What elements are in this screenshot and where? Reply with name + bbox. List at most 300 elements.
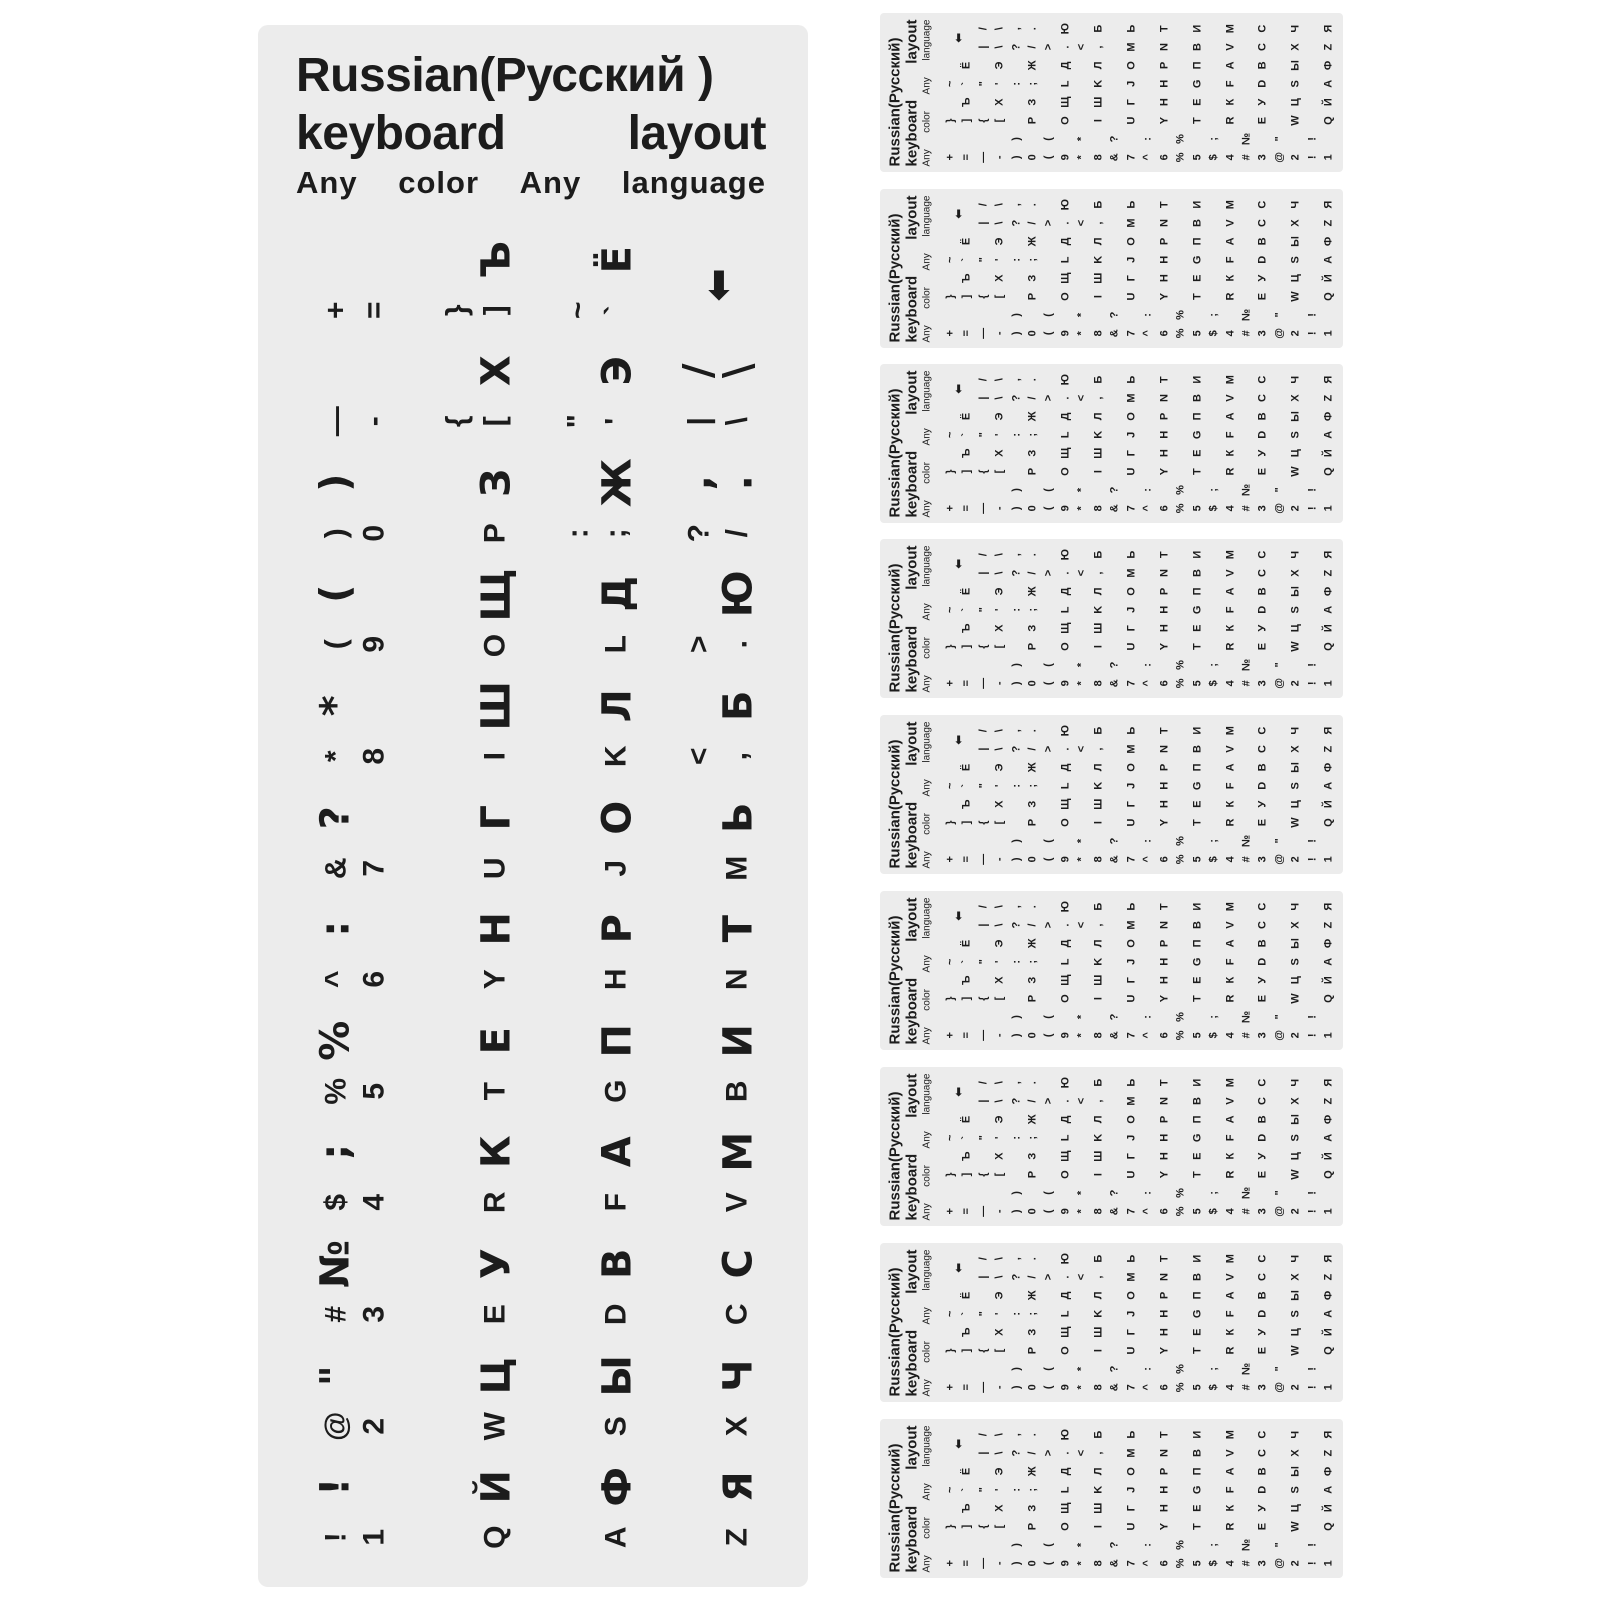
key-cyrillic-shift-symbol bbox=[1205, 1286, 1221, 1304]
key-cyrillic-shift-symbol bbox=[1238, 93, 1254, 111]
key-sticker-equals bbox=[300, 234, 409, 335]
key-cyrillic-shift-symbol bbox=[1172, 545, 1188, 563]
key-cyrillic-letter bbox=[1024, 655, 1040, 673]
key-cyrillic-letter: М bbox=[1223, 374, 1236, 384]
key-cyrillic-shift-symbol bbox=[1074, 1323, 1090, 1341]
key-shift-symbol bbox=[1074, 1165, 1090, 1183]
small-sheet-header bbox=[886, 897, 933, 1044]
key-cyrillic-letter: Т bbox=[1157, 200, 1170, 208]
key-shift-symbol: @ bbox=[1272, 1557, 1285, 1569]
key-cyrillic-shift-symbol bbox=[1140, 1147, 1156, 1165]
key-shift-symbol: ! bbox=[318, 1532, 352, 1543]
key-sticker-k bbox=[542, 680, 651, 781]
key-cyrillic-shift-symbol: / bbox=[976, 904, 989, 908]
key-latin-symbol: K bbox=[1091, 781, 1104, 790]
key-latin-symbol: , bbox=[1091, 923, 1104, 927]
small-key-sticker-7 bbox=[1107, 1183, 1140, 1220]
key-latin-symbol: B bbox=[1190, 218, 1203, 227]
small-header-text: Any bbox=[921, 1306, 932, 1324]
small-key-sticker-r bbox=[1205, 795, 1238, 832]
key-cyrillic-letter bbox=[1156, 1007, 1172, 1025]
key-shift-symbol: ~ bbox=[943, 256, 956, 263]
key-cyrillic-shift-symbol: " bbox=[1272, 1013, 1285, 1020]
key-cyrillic-shift-symbol: ; bbox=[1207, 312, 1220, 317]
key-cyrillic-shift-symbol bbox=[975, 1110, 991, 1128]
key-cyrillic-shift-symbol bbox=[1041, 444, 1057, 462]
key-latin-symbol: / bbox=[1026, 221, 1039, 225]
key-shift-symbol: — bbox=[976, 1381, 989, 1393]
small-key-sticker-q bbox=[1304, 795, 1337, 832]
key-cyrillic-letter: Ю bbox=[1058, 373, 1071, 385]
small-header-text: Any bbox=[921, 1026, 932, 1044]
small-key-sticker-minus bbox=[975, 655, 1008, 692]
key-cyrillic-letter bbox=[958, 129, 974, 147]
key-shift-symbol bbox=[421, 954, 476, 1005]
key-shift-symbol bbox=[1140, 1517, 1156, 1535]
key-shift-symbol bbox=[1172, 813, 1188, 831]
key-cyrillic-shift-symbol bbox=[1041, 232, 1057, 250]
key-shift-symbol: ( bbox=[1042, 330, 1055, 335]
small-key-sticker-backslash bbox=[975, 545, 1008, 582]
key-cyrillic-letter: Ц bbox=[1289, 975, 1302, 984]
key-cyrillic-letter bbox=[355, 1238, 410, 1289]
key-shift-symbol: : bbox=[1009, 959, 1022, 964]
key-shift-symbol bbox=[1304, 1091, 1320, 1109]
key-cyrillic-shift-symbol bbox=[1041, 1147, 1057, 1165]
backspace-arrow-icon: ⬅ bbox=[695, 267, 740, 302]
key-shift-symbol bbox=[1140, 388, 1156, 406]
small-key-sticker-n bbox=[1140, 195, 1173, 232]
key-latin-symbol: 1 bbox=[1322, 679, 1335, 686]
small-key-sticker-o bbox=[1041, 795, 1074, 832]
key-shift-symbol: ? bbox=[1009, 1097, 1022, 1104]
key-sticker-1 bbox=[300, 1462, 409, 1563]
key-sticker-8 bbox=[300, 680, 409, 781]
key-latin-symbol: ` bbox=[960, 783, 973, 788]
key-cyrillic-shift-symbol bbox=[1041, 269, 1057, 287]
key-cyrillic-shift-symbol: * bbox=[1075, 1014, 1088, 1019]
small-key-sticker-period bbox=[1041, 897, 1074, 934]
key-latin-symbol: 1 bbox=[1322, 153, 1335, 160]
key-shift-symbol: + bbox=[943, 504, 956, 512]
key-shift-symbol: — bbox=[976, 1205, 989, 1217]
key-latin-symbol: = bbox=[960, 504, 973, 512]
key-shift-symbol: + bbox=[943, 1031, 956, 1039]
key-cyrillic-shift-symbol: : bbox=[1141, 662, 1154, 667]
small-key-sticker-6 bbox=[1140, 1183, 1173, 1220]
small-key-sticker-2 bbox=[1271, 1183, 1304, 1220]
key-shift-symbol bbox=[542, 731, 597, 782]
key-shift-symbol bbox=[1041, 1304, 1057, 1322]
key-latin-symbol: 7 bbox=[1124, 1207, 1137, 1214]
key-latin-symbol: \ bbox=[993, 1451, 1006, 1455]
key-latin-symbol: 5 bbox=[1190, 855, 1203, 862]
key-cyrillic-letter: Д bbox=[1058, 412, 1071, 420]
key-shift-symbol bbox=[1205, 1267, 1221, 1285]
key-cyrillic-letter: Щ bbox=[1058, 96, 1071, 108]
key-shift-symbol bbox=[1140, 1304, 1156, 1322]
small-key-sticker-l bbox=[1041, 582, 1074, 619]
small-key-sticker-p bbox=[1008, 444, 1041, 481]
key-shift-symbol: } bbox=[943, 995, 956, 1001]
small-key-sticker-x bbox=[1271, 19, 1304, 56]
key-shift-symbol: | bbox=[681, 417, 715, 426]
key-shift-symbol bbox=[1304, 1341, 1320, 1359]
key-shift-symbol: " bbox=[976, 1310, 989, 1316]
key-shift-symbol bbox=[1140, 213, 1156, 231]
small-header-line bbox=[920, 19, 933, 166]
key-latin-symbol: \ bbox=[719, 417, 753, 426]
small-key-sticker-backtick bbox=[942, 1110, 975, 1147]
small-key-sticker-w bbox=[1271, 93, 1304, 130]
small-header-text: Any bbox=[921, 76, 932, 94]
key-latin-symbol: Q bbox=[1322, 466, 1335, 476]
small-header-text: language bbox=[921, 545, 932, 587]
key-shift-symbol bbox=[1074, 1341, 1090, 1359]
key-latin-symbol: K bbox=[1091, 1485, 1104, 1494]
key-shift-symbol bbox=[1304, 462, 1320, 480]
small-key-sticker-0 bbox=[1008, 1359, 1041, 1396]
small-header-text: Any bbox=[921, 1202, 932, 1220]
small-key-sticker-u bbox=[1107, 269, 1140, 306]
key-latin-symbol: G bbox=[1190, 1133, 1203, 1142]
key-latin-symbol: T bbox=[1190, 467, 1203, 475]
small-sticker-sheet bbox=[880, 1067, 1343, 1226]
sheet-header bbox=[296, 47, 766, 203]
backspace-arrow-icon: ⬅ bbox=[951, 32, 966, 43]
key-shift-symbol bbox=[1271, 462, 1287, 480]
key-latin-symbol: A bbox=[1322, 255, 1335, 264]
small-key-grid bbox=[942, 1073, 1337, 1220]
key-shift-symbol bbox=[1238, 111, 1254, 129]
key-latin-symbol: Z bbox=[1322, 745, 1335, 752]
key-latin-symbol: 0 bbox=[356, 524, 390, 542]
small-key-sticker-j bbox=[1107, 758, 1140, 795]
key-latin-symbol: P bbox=[1026, 994, 1039, 1002]
key-latin-symbol: 2 bbox=[1289, 153, 1302, 160]
key-cyrillic-letter: Э bbox=[993, 1291, 1006, 1299]
small-key-sticker-t bbox=[1172, 1499, 1205, 1536]
key-cyrillic-shift-symbol: ! bbox=[1305, 838, 1318, 843]
key-cyrillic-shift-symbol bbox=[1172, 407, 1188, 425]
key-cyrillic-letter bbox=[355, 1350, 410, 1401]
key-shift-symbol: | bbox=[976, 747, 989, 751]
small-key-sticker-s bbox=[1271, 232, 1304, 269]
small-key-sticker-7 bbox=[1107, 480, 1140, 517]
key-shift-symbol bbox=[1238, 1517, 1254, 1535]
small-key-sticker-a bbox=[1304, 232, 1337, 269]
key-shift-symbol bbox=[1238, 1341, 1254, 1359]
key-cyrillic-letter: В bbox=[1256, 60, 1269, 69]
key-cyrillic-letter: Ъ bbox=[960, 447, 973, 458]
small-key-sticker-equals bbox=[942, 1359, 975, 1396]
small-key-sticker-semicolon bbox=[1008, 56, 1041, 93]
key-cyrillic-letter: Б bbox=[714, 690, 761, 721]
key-sticker-m bbox=[663, 792, 772, 893]
key-cyrillic-shift-symbol: ; bbox=[311, 1144, 358, 1161]
key-latin-symbol: = bbox=[960, 1207, 973, 1215]
key-latin-symbol: 7 bbox=[1124, 504, 1137, 511]
small-key-sticker-slash bbox=[1008, 19, 1041, 56]
key-shift-symbol: # bbox=[318, 1305, 352, 1323]
key-latin-symbol: Z bbox=[1322, 569, 1335, 576]
key-shift-symbol bbox=[1271, 1341, 1287, 1359]
key-cyrillic-shift-symbol bbox=[1008, 1286, 1024, 1304]
key-shift-symbol: ( bbox=[1042, 680, 1055, 685]
key-cyrillic-letter bbox=[1090, 1183, 1106, 1201]
key-shift-symbol: % bbox=[1174, 1205, 1187, 1216]
key-cyrillic-letter: О bbox=[1124, 586, 1137, 596]
key-latin-symbol: Q bbox=[477, 1525, 511, 1550]
small-key-sticker-v bbox=[1205, 1425, 1238, 1462]
key-cyrillic-shift-symbol bbox=[1140, 269, 1156, 287]
key-latin-symbol: V bbox=[1223, 42, 1236, 51]
small-header-text: keyboard bbox=[903, 977, 920, 1044]
small-key-sticker-backspace bbox=[942, 370, 975, 407]
key-latin-symbol: 8 bbox=[356, 747, 390, 765]
small-key-sticker-c bbox=[1238, 19, 1271, 56]
key-cyrillic-shift-symbol bbox=[1074, 1286, 1090, 1304]
key-shift-symbol: } bbox=[943, 643, 956, 649]
key-shift-symbol bbox=[1140, 989, 1156, 1007]
key-cyrillic-letter bbox=[958, 1535, 974, 1553]
small-key-sticker-h bbox=[1140, 1462, 1173, 1499]
key-shift-symbol bbox=[1205, 1304, 1221, 1322]
key-cyrillic-shift-symbol bbox=[663, 1015, 718, 1066]
key-latin-symbol: ` bbox=[960, 81, 973, 86]
small-key-sticker-5 bbox=[1172, 305, 1205, 342]
key-latin-symbol: A bbox=[1322, 605, 1335, 614]
key-cyrillic-shift-symbol bbox=[1041, 1073, 1057, 1091]
key-cyrillic-shift-symbol bbox=[1271, 795, 1287, 813]
key-shift-symbol bbox=[1172, 111, 1188, 129]
key-cyrillic-shift-symbol bbox=[1140, 19, 1156, 37]
small-key-sticker-5 bbox=[1172, 655, 1205, 692]
key-shift-symbol: " bbox=[976, 431, 989, 437]
key-cyrillic-letter: Х bbox=[993, 1504, 1006, 1512]
small-key-sticker-a bbox=[1304, 934, 1337, 971]
key-cyrillic-shift-symbol bbox=[1172, 758, 1188, 776]
key-latin-symbol: J bbox=[1124, 256, 1137, 263]
key-cyrillic-shift-symbol bbox=[942, 269, 958, 287]
key-shift-symbol: ~ bbox=[943, 782, 956, 789]
small-key-sticker-r bbox=[1205, 971, 1238, 1008]
key-cyrillic-letter bbox=[991, 305, 1007, 323]
key-latin-symbol: A bbox=[598, 1526, 632, 1549]
key-cyrillic-letter: Э bbox=[593, 356, 640, 386]
key-cyrillic-letter: Л bbox=[1091, 1115, 1104, 1123]
key-cyrillic-letter: У bbox=[1256, 976, 1269, 984]
key-latin-symbol: 6 bbox=[1157, 153, 1170, 160]
key-cyrillic-letter: Л bbox=[1091, 237, 1104, 245]
key-shift-symbol: * bbox=[1075, 505, 1088, 510]
key-cyrillic-letter bbox=[958, 1183, 974, 1201]
key-cyrillic-letter: Ц bbox=[1289, 273, 1302, 282]
small-key-sticker-3 bbox=[1238, 480, 1271, 517]
key-cyrillic-shift-symbol bbox=[1271, 1286, 1287, 1304]
small-header-line bbox=[886, 1425, 903, 1572]
key-latin-symbol: 2 bbox=[1289, 679, 1302, 686]
small-key-sticker-6 bbox=[1140, 1359, 1173, 1396]
key-sticker-face bbox=[300, 792, 409, 893]
key-latin-symbol: 7 bbox=[1124, 329, 1137, 336]
key-latin-symbol: 4 bbox=[1223, 153, 1236, 160]
key-cyrillic-shift-symbol bbox=[1008, 1462, 1024, 1480]
key-cyrillic-letter: Ш bbox=[1091, 96, 1104, 108]
key-cyrillic-letter: Г bbox=[1124, 1504, 1137, 1511]
key-cyrillic-shift-symbol bbox=[1238, 1249, 1254, 1267]
key-shift-symbol bbox=[1140, 250, 1156, 268]
key-cyrillic-shift-symbol bbox=[1304, 195, 1320, 213]
key-cyrillic-letter: Ф bbox=[1322, 938, 1335, 948]
key-shift-symbol bbox=[1172, 462, 1188, 480]
key-cyrillic-shift-symbol bbox=[1041, 934, 1057, 952]
key-shift-symbol: { bbox=[976, 1523, 989, 1529]
key-cyrillic-letter: Щ bbox=[1058, 622, 1071, 634]
key-latin-symbol: C bbox=[1256, 744, 1269, 753]
key-cyrillic-letter bbox=[1222, 831, 1238, 849]
key-cyrillic-letter bbox=[1321, 1183, 1337, 1201]
key-cyrillic-shift-symbol bbox=[1304, 971, 1320, 989]
key-cyrillic-letter: М bbox=[1223, 549, 1236, 559]
key-shift-symbol bbox=[1304, 563, 1320, 581]
key-latin-symbol: C bbox=[1256, 920, 1269, 929]
key-cyrillic-letter: Й bbox=[1322, 799, 1335, 808]
key-cyrillic-shift-symbol bbox=[1172, 93, 1188, 111]
key-shift-symbol bbox=[1041, 462, 1057, 480]
key-cyrillic-shift-symbol bbox=[663, 569, 718, 620]
key-latin-symbol: J bbox=[1124, 606, 1137, 613]
key-latin-symbol: 0 bbox=[1026, 1031, 1039, 1038]
key-shift-symbol bbox=[1304, 600, 1320, 618]
key-cyrillic-shift-symbol bbox=[942, 305, 958, 323]
key-latin-symbol: 4 bbox=[1223, 1207, 1236, 1214]
key-latin-symbol: G bbox=[1190, 781, 1203, 790]
key-cyrillic-letter: О bbox=[1124, 1114, 1137, 1124]
key-shift-symbol: $ bbox=[1207, 504, 1220, 511]
key-latin-symbol: P bbox=[1026, 642, 1039, 650]
key-cyrillic-shift-symbol bbox=[975, 305, 991, 323]
small-key-sticker-o bbox=[1041, 971, 1074, 1008]
key-latin-symbol: Y bbox=[1157, 1522, 1170, 1530]
small-header-line bbox=[903, 370, 920, 517]
key-cyrillic-shift-symbol bbox=[1041, 1286, 1057, 1304]
key-sticker-semicolon bbox=[542, 457, 651, 558]
small-key-sticker-rbracket bbox=[942, 444, 975, 481]
small-key-sticker-g bbox=[1172, 407, 1205, 444]
key-cyrillic-shift-symbol bbox=[1205, 1110, 1221, 1128]
key-cyrillic-shift-symbol bbox=[1304, 1323, 1320, 1341]
key-cyrillic-shift-symbol bbox=[975, 1147, 991, 1165]
small-header-text: keyboard bbox=[903, 625, 920, 692]
key-cyrillic-shift-symbol bbox=[1074, 1147, 1090, 1165]
small-key-sticker-6 bbox=[1140, 305, 1173, 342]
small-key-sticker-x bbox=[1271, 1425, 1304, 1462]
key-cyrillic-shift-symbol bbox=[1107, 1323, 1123, 1341]
key-cyrillic-letter: Й bbox=[1322, 1327, 1335, 1336]
key-latin-symbol: ] bbox=[960, 294, 973, 298]
key-latin-symbol: K bbox=[1091, 1133, 1104, 1142]
key-cyrillic-shift-symbol: № bbox=[1239, 1362, 1252, 1375]
key-shift-symbol bbox=[1041, 776, 1057, 794]
key-cyrillic-letter: Р bbox=[1157, 1467, 1170, 1475]
key-shift-symbol: # bbox=[1239, 1383, 1252, 1390]
backspace-arrow-icon: ⬅ bbox=[951, 1438, 966, 1449]
key-sticker-backtick bbox=[542, 234, 651, 335]
key-cyrillic-letter: М bbox=[1223, 1253, 1236, 1263]
small-header-text: language bbox=[921, 370, 932, 412]
key-cyrillic-shift-symbol: * bbox=[1075, 136, 1088, 141]
key-cyrillic-shift-symbol bbox=[1140, 897, 1156, 915]
key-shift-symbol bbox=[1238, 213, 1254, 231]
key-cyrillic-shift-symbol bbox=[975, 129, 991, 147]
small-key-sticker-2 bbox=[1271, 1359, 1304, 1396]
key-latin-symbol: 5 bbox=[1190, 153, 1203, 160]
small-key-sticker-p bbox=[1008, 971, 1041, 1008]
key-shift-symbol bbox=[1271, 111, 1287, 129]
key-cyrillic-letter: Ж bbox=[1026, 1289, 1039, 1300]
key-cyrillic-shift-symbol bbox=[1205, 1323, 1221, 1341]
key-cyrillic-letter: П bbox=[593, 1023, 640, 1058]
key-shift-symbol bbox=[1271, 600, 1287, 618]
key-cyrillic-shift-symbol bbox=[1140, 795, 1156, 813]
key-cyrillic-letter: Г bbox=[1124, 976, 1137, 983]
small-key-sticker-x bbox=[1271, 370, 1304, 407]
key-cyrillic-letter bbox=[991, 831, 1007, 849]
small-key-sticker-c bbox=[1238, 1073, 1271, 1110]
key-cyrillic-letter: Я bbox=[1322, 1254, 1335, 1263]
key-shift-symbol bbox=[1172, 776, 1188, 794]
key-shift-symbol bbox=[1074, 952, 1090, 970]
key-shift-symbol: * bbox=[1075, 856, 1088, 861]
key-cyrillic-shift-symbol bbox=[300, 234, 355, 285]
key-latin-symbol: X bbox=[1289, 42, 1302, 51]
key-cyrillic-shift-symbol bbox=[1107, 93, 1123, 111]
key-cyrillic-shift-symbol bbox=[1041, 897, 1057, 915]
small-key-sticker-n bbox=[1140, 19, 1173, 56]
key-cyrillic-letter: Ч bbox=[1289, 375, 1302, 384]
key-cyrillic-shift-symbol bbox=[1107, 370, 1123, 388]
key-cyrillic-shift-symbol bbox=[942, 129, 958, 147]
key-cyrillic-letter: И bbox=[1190, 726, 1203, 735]
key-shift-symbol: $ bbox=[1207, 329, 1220, 336]
small-key-sticker-h bbox=[1140, 407, 1173, 444]
key-latin-symbol: 7 bbox=[1124, 1383, 1137, 1390]
key-shift-symbol: ! bbox=[1305, 856, 1318, 861]
key-latin-symbol: . bbox=[1058, 923, 1071, 927]
small-key-sticker-d bbox=[1238, 1286, 1271, 1323]
small-key-sticker-d bbox=[1238, 56, 1271, 93]
key-cyrillic-letter: Ъ bbox=[960, 1150, 973, 1161]
key-shift-symbol bbox=[1140, 952, 1156, 970]
small-sheet-header bbox=[886, 370, 933, 517]
key-cyrillic-letter: П bbox=[1190, 938, 1203, 947]
key-latin-symbol: H bbox=[1157, 430, 1170, 439]
key-latin-symbol: - bbox=[356, 416, 390, 427]
small-header-line bbox=[920, 1425, 933, 1572]
small-key-sticker-j bbox=[1107, 582, 1140, 619]
key-latin-symbol: ' bbox=[993, 1136, 1006, 1139]
small-header-text: Any bbox=[921, 324, 932, 342]
key-cyrillic-shift-symbol bbox=[542, 904, 597, 955]
key-cyrillic-shift-symbol bbox=[1008, 1499, 1024, 1517]
key-cyrillic-shift-symbol bbox=[1271, 619, 1287, 637]
key-cyrillic-shift-symbol bbox=[1074, 370, 1090, 388]
key-cyrillic-shift-symbol: ) bbox=[1009, 662, 1022, 667]
key-cyrillic-shift-symbol bbox=[1140, 1073, 1156, 1091]
key-sticker-4 bbox=[300, 1127, 409, 1228]
key-cyrillic-letter: Я bbox=[1322, 375, 1335, 384]
